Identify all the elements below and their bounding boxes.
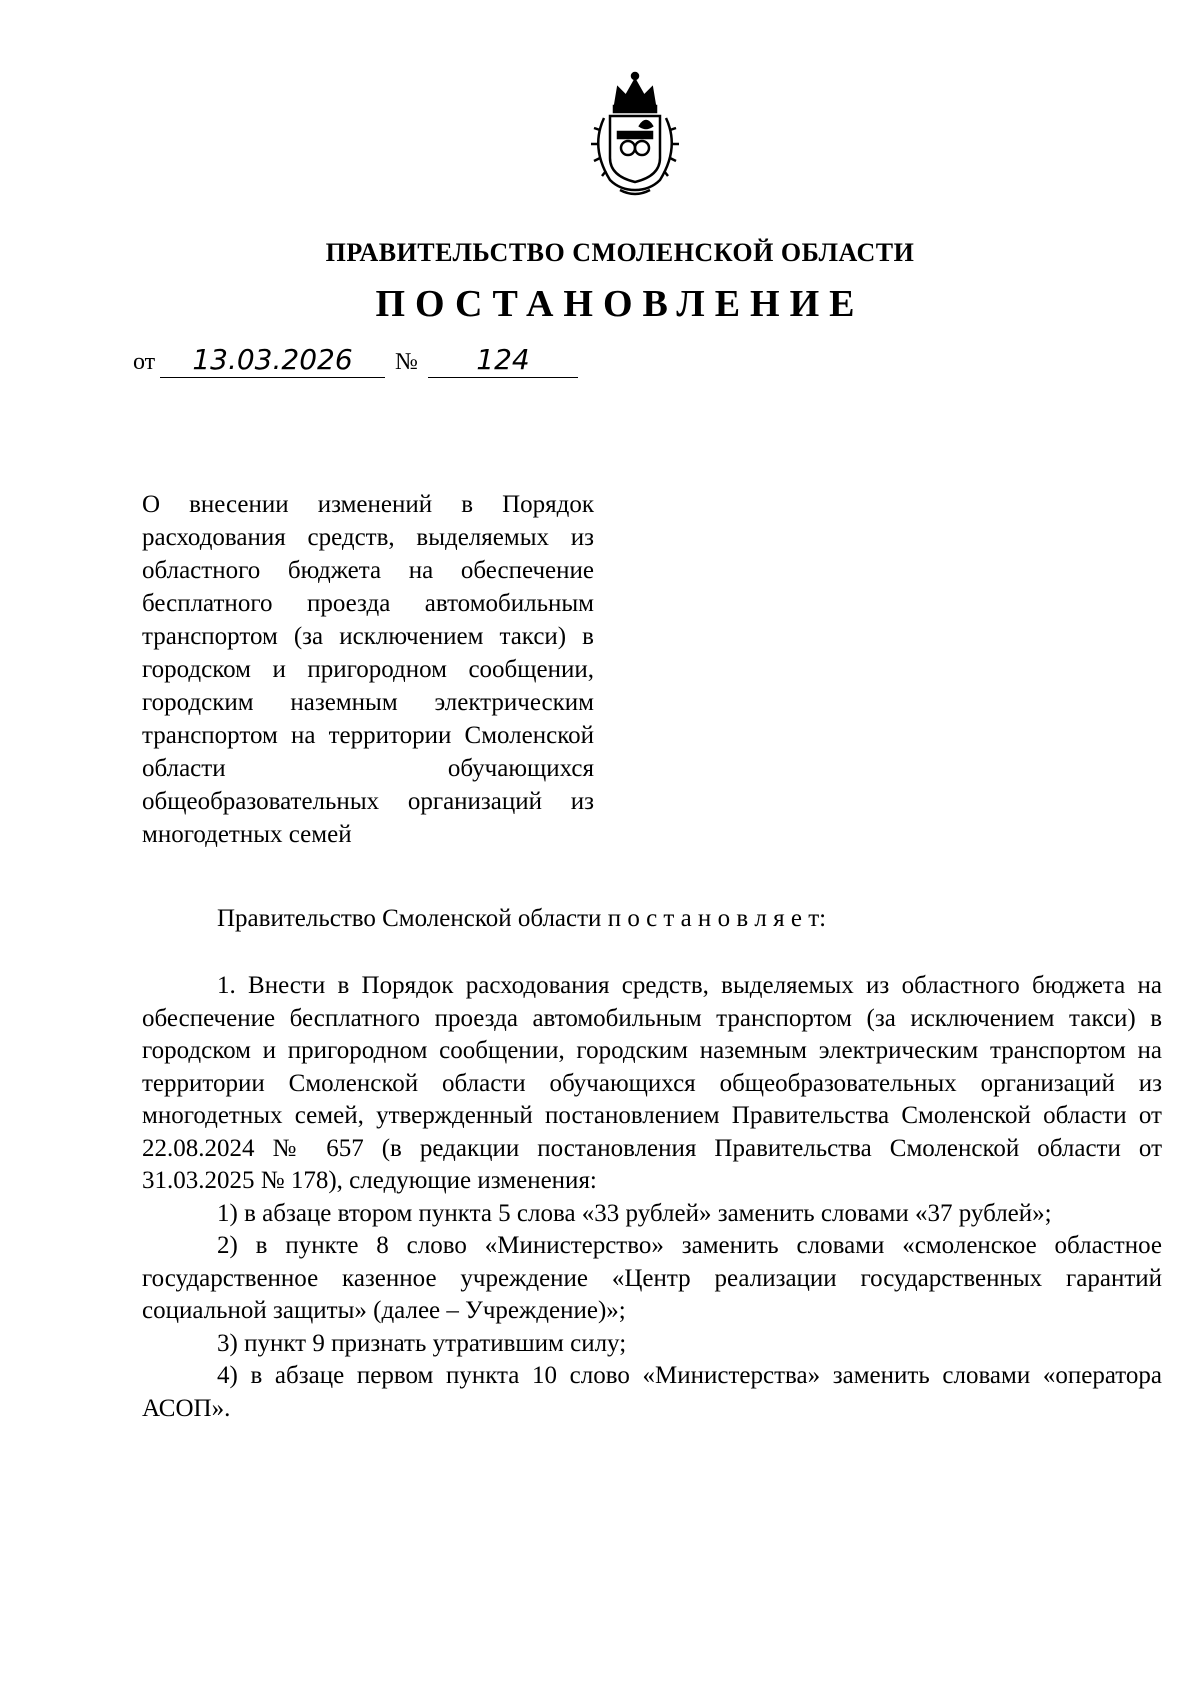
number-value: 124 <box>428 343 578 378</box>
document-subject <box>142 488 594 851</box>
date-value: 13.03.2026 <box>160 343 385 378</box>
date-number-line <box>133 342 583 382</box>
preamble-verb: п о с т а н о в л я е т: <box>607 905 827 932</box>
date-label: от <box>133 349 156 375</box>
body-paragraph: 3) пункт 9 признать утратившим силу; <box>217 1329 627 1357</box>
document-type-title: ПОСТАНОВЛЕНИЕ <box>375 283 865 325</box>
body-paragraph: 2) в пункте 8 слово «Министерство» заменить словами «смоленское областное государственное казенное учреждение «Центр реализации государственных гарантий социальной защиты» (далее – Учреждение)»; <box>142 1232 1162 1324</box>
preamble <box>217 905 826 933</box>
document-body <box>142 970 1162 1425</box>
preamble-subject: Правительство Смоленской области <box>217 905 602 932</box>
body-paragraph: 4) в абзаце первом пункта 10 слово «Министерства» заменить словами «оператора АСОП». <box>142 1362 1162 1422</box>
number-label: № <box>395 349 418 375</box>
body-paragraph: 1) в абзаце втором пункта 5 слова «33 рублей» заменить словами «37 рублей»; <box>217 1199 1052 1227</box>
organization-title: ПРАВИТЕЛЬСТВО СМОЛЕНСКОЙ ОБЛАСТИ <box>325 238 915 267</box>
coat-of-arms-icon <box>580 68 690 198</box>
body-paragraph: 1. Внести в Порядок расходования средств, выделяемых из областного бюджета на обеспечение бесплатного проезда автомобильным транспортом (за исключением такси) в городском и пригородном сообщении, городским наземным электрическим транспортом на территории Смоленской области обучающихся общеобразовательных организаций из многодетных семей, утвержденный постановлением Правительства Смоленской области от 22.08.2024 № 657 (в редакции постановления Правительства Смоленской области от 31.03.2025 № 178), следующие изменения: <box>142 972 1162 1194</box>
subject-text: О внесении изменений в Порядок расходования средств, выделяемых из областного бюджета на обеспечение бесплатного проезда автомобильным транспортом (за исключением такси) в городском и пригородном сообщении, городским наземным электрическим транспортом на территории Смоленской области обучающихся общеобразовательных организаций из многодетных семей <box>142 491 594 848</box>
